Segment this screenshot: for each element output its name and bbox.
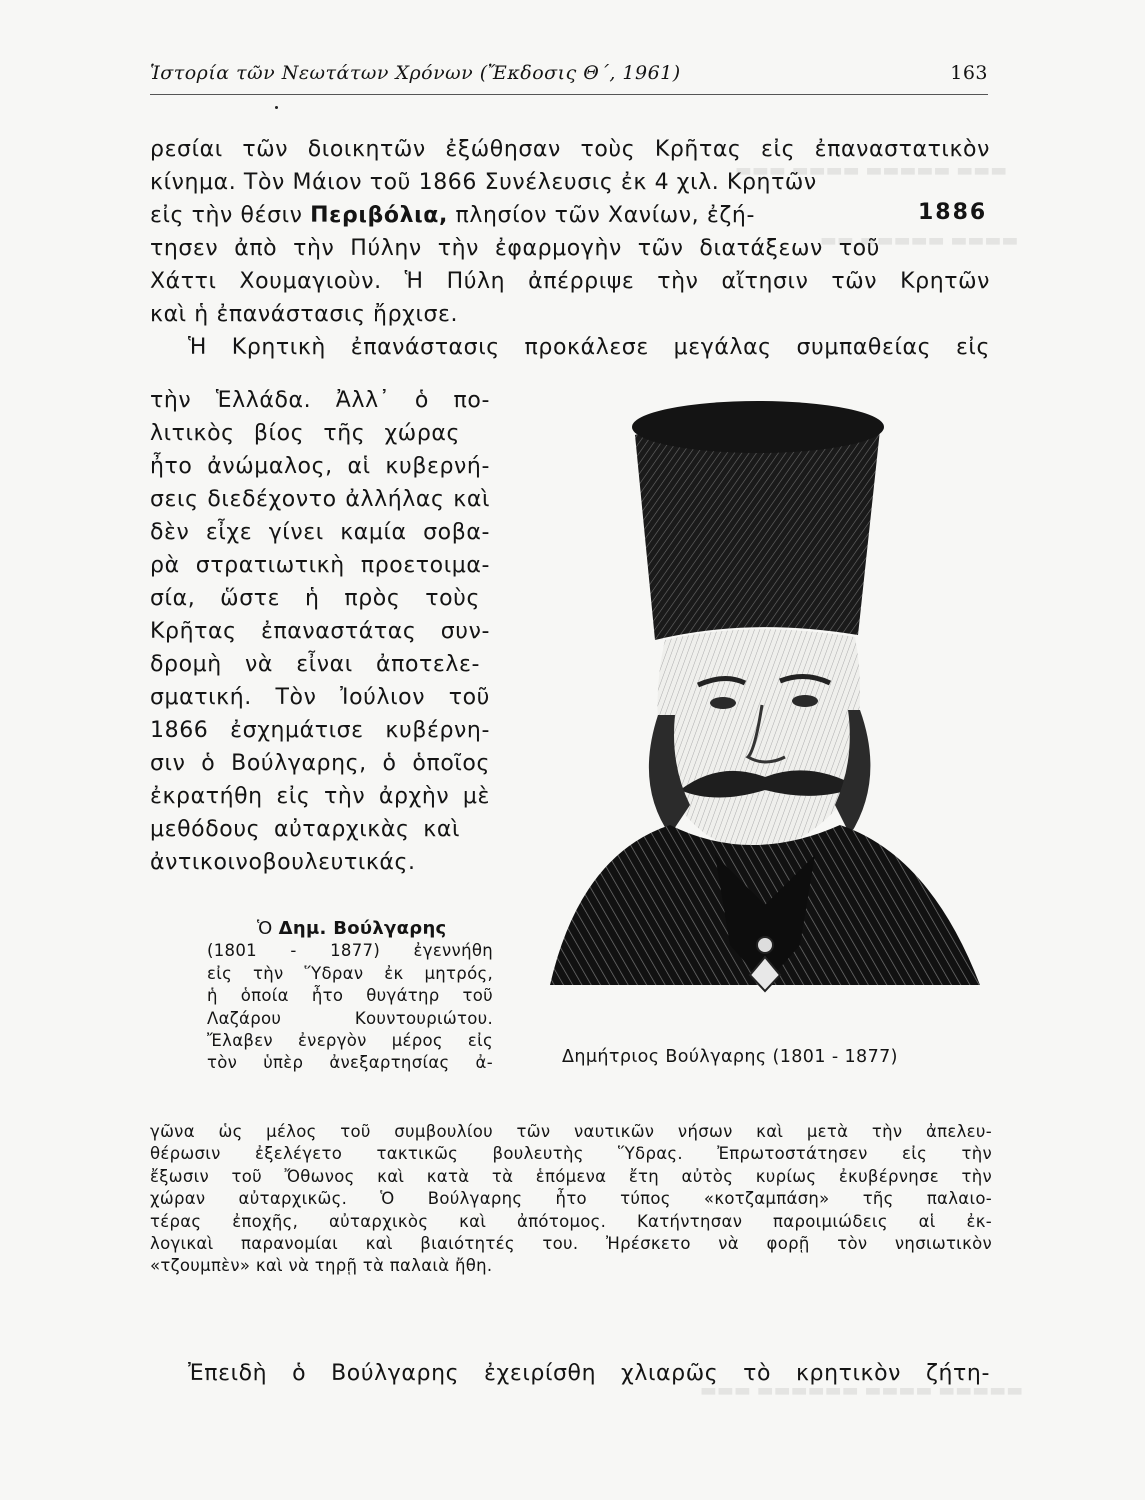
hat-top: [632, 401, 884, 453]
main-text-top: [150, 133, 990, 364]
book-title: Ἱστορία τῶν Νεωτάτων Χρόνων (Ἔκδοσις Θ΄, 1961): [150, 62, 681, 84]
text-line: μεθόδους αὐταρχικὰς καὶ: [150, 817, 460, 842]
text-line: καὶ ἡ ἐπανάστασις ἤρχισε.: [150, 302, 459, 327]
text-line: σία, ὥστε ἡ πρὸς τοὺς: [150, 586, 480, 611]
text-line: λιτικὸς βίος τῆς χώρας: [150, 421, 460, 446]
bleed-through-texture: ▬▬▬▬▬ ▬▬▬▬ ▬▬▬▬▬▬ ▬▬▬: [700, 1380, 1024, 1401]
place-name-bold: Περιβόλια,: [310, 203, 448, 228]
main-text-column: [150, 384, 490, 879]
note-line: τὸν ὑπὲρ ἀνεξαρτησίας ἀ-: [207, 1053, 493, 1073]
header-rule: [150, 94, 988, 95]
medal-ribbon: [757, 937, 773, 953]
note-heading-name: Δημ. Βούλγαρης: [278, 918, 447, 939]
text-line: ρεσίαι τῶν διοικητῶν ἐξώθησαν τοὺς Κρῆτας εἰς ἐπαναστατικὸν: [150, 137, 990, 162]
note-line: τέρας ἐποχῆς, αὐταρχικὸς καὶ ἀπότομος. Κατήντησαν παροιμιώδεις αἱ ἐκ-: [150, 1211, 992, 1231]
text-line: Ἐπειδὴ ὁ Βούλγαρης ἐχειρίσθη χλιαρῶς τὸ κρητικὸν ζήτη-: [188, 1361, 990, 1386]
text-line: δρομὴ νὰ εἶναι ἀποτελε-: [150, 652, 480, 677]
running-header: [150, 62, 988, 92]
text-line: τησεν ἀπὸ τὴν Πύλην τὴν ἐφαρμογὴν τῶν διατάξεων τοῦ: [150, 236, 880, 261]
note-line: γῶνα ὡς μέλος τοῦ συμβουλίου τῶν ναυτικῶν νήσων καὶ μετὰ τὴν ἀπελευ-: [150, 1122, 992, 1141]
ink-speck: [275, 106, 278, 109]
text-line: ἦτο ἀνώμαλος, αἱ κυβερνή-: [150, 454, 490, 479]
portrait-engraving: [540, 385, 990, 1025]
note-line: χώραν αὐταρχικῶς. Ὁ Βούλγαρης ἦτο τύπος «κοτζαμπάση» τῆς παλαιο-: [150, 1189, 992, 1209]
text-line: δὲν εἶχε γίνει καμία σοβα-: [150, 520, 490, 545]
face: [658, 629, 861, 850]
eye: [710, 697, 736, 709]
margin-year: 1886: [918, 200, 988, 225]
note-line: (1801 - 1877) ἐγεννήθη: [207, 941, 493, 961]
text-line: 1866 ἐσχημάτισε κυβέρνη-: [150, 718, 490, 743]
portrait-caption: Δημήτριος Βούλγαρης (1801 - 1877): [562, 1047, 898, 1067]
note-line: λογικαὶ παρανομίαι καὶ βιαιότητές του. Ἠρέσκετο νὰ φορῇ τὸν νησιωτικὸν: [150, 1234, 992, 1254]
note-line: Λαζάρου Κουντουριώτου.: [207, 1008, 493, 1028]
note-line: θέρωσιν ἐξελέγετο τακτικῶς βουλευτὴς Ὕδρας. Ἐπρωτοστάτησεν εἰς τὴν: [150, 1144, 992, 1164]
note-line: Ἔλαβεν ἐνεργὸν μέρος εἰς: [207, 1031, 493, 1051]
text-line: ἀντικοινοβουλευτικάς.: [150, 850, 416, 875]
text-line: ἐκρατήθη εἰς τὴν ἀρχὴν μὲ: [150, 784, 490, 809]
text-line: Χάττι Χουμαγιοὺν. Ἡ Πύλη ἀπέρριψε τὴν αἴτησιν τῶν Κρητῶν: [150, 269, 990, 294]
note-line: εἰς τὴν Ὕδραν ἐκ μητρός,: [207, 963, 493, 983]
text-line: σιν ὁ Βούλγαρης, ὁ ὁποῖος: [150, 751, 490, 776]
text-line: Ἡ Κρητικὴ ἐπανάστασις προκάλεσε μεγάλας συμπαθείας εἰς: [188, 335, 990, 360]
note-line: ἔξωσιν τοῦ Ὄθωνος καὶ κατὰ τὰ ἑπόμενα ἔτη αὐτὸς κυρίως ἐκυβέρνησε τὴν: [150, 1166, 992, 1186]
text-line: ρὰ στρατιωτικὴ προετοιμα-: [150, 553, 490, 578]
text-fragment: πλησίον τῶν Χανίων, ἐζή-: [455, 203, 755, 228]
text-line: τὴν Ἑλλάδα. Ἀλλ᾽ ὁ πο-: [150, 388, 490, 413]
note-heading: [207, 918, 493, 940]
text-line: κίνημα. Τὸν Μάιον τοῦ 1866 Συνέλευσις ἐκ 4 χιλ. Κρητῶν: [150, 170, 817, 195]
text-line: Κρῆτας ἐπαναστάτας συν-: [150, 619, 490, 644]
main-text-bottom: [150, 1357, 990, 1390]
bleed-through-texture: ▬▬▬ ▬▬▬▬▬ ▬▬▬▬ ▬▬▬: [735, 160, 1008, 181]
eye: [792, 695, 818, 707]
text-fragment: εἰς τὴν θέσιν: [150, 203, 303, 228]
note-line: ἡ ὁποία ἦτο θυγάτηρ τοῦ: [207, 986, 493, 1006]
note-heading-prefix: Ὁ: [257, 918, 273, 939]
text-line: σεις διεδέχοντο ἀλλήλας καὶ: [150, 487, 490, 512]
bleed-through-texture: ▬▬▬▬ ▬▬▬▬▬ ▬▬: [820, 230, 1019, 251]
page-number: 163: [950, 62, 988, 84]
text-line: σματική. Τὸν Ἰούλιον τοῦ: [150, 685, 490, 710]
biographical-note-side: [207, 918, 493, 1075]
biographical-note-full: [150, 1121, 992, 1278]
note-line: «τζουμπὲν» καὶ νὰ τηρῇ τὰ παλαιὰ ἤθη.: [150, 1256, 493, 1276]
text-line: [150, 199, 910, 232]
